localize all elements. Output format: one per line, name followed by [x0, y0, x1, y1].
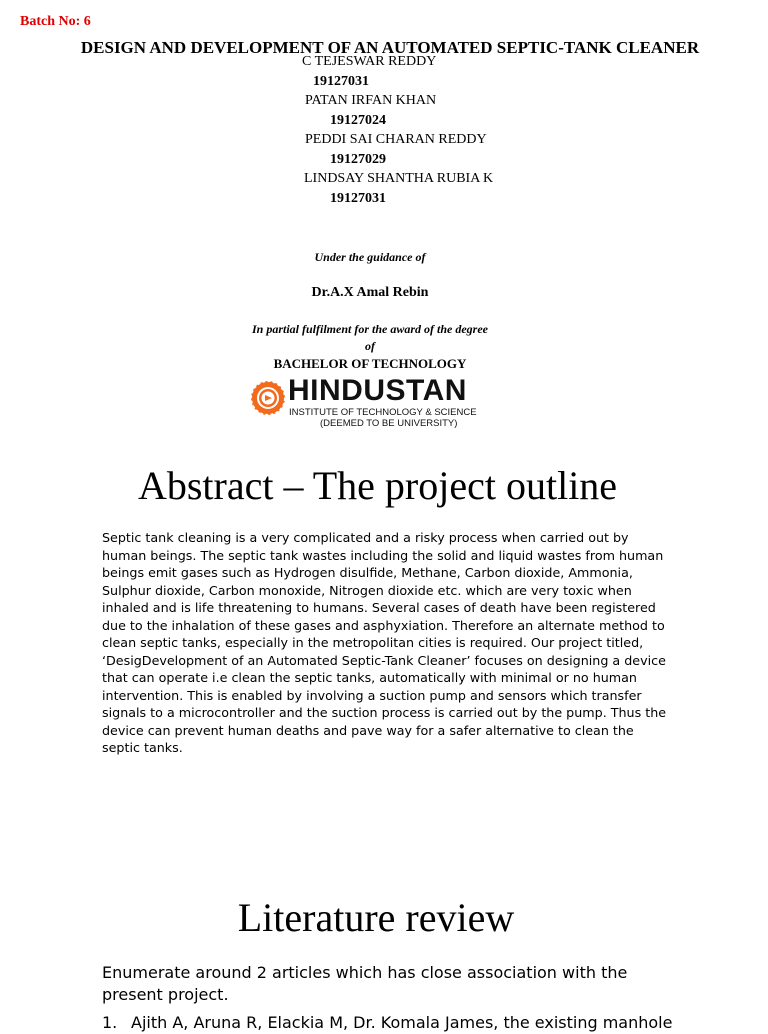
batch-number: Batch No: 6 [20, 14, 91, 29]
logo-deemed: (DEEMED TO BE UNIVERSITY) [320, 418, 458, 429]
list-number: 1. [102, 1013, 118, 1032]
literature-item-text: Ajith A, Aruna R, Elackia M, Dr. Komala James, the existing manhole [131, 1013, 673, 1032]
literature-item [102, 1012, 722, 1034]
author-id: 19127029 [330, 152, 386, 167]
document-title: DESIGN AND DEVELOPMENT OF AN AUTOMATED SEPTIC-TANK CLEANER [80, 38, 700, 57]
degree-name: BACHELOR OF TECHNOLOGY [273, 356, 467, 371]
abstract-body: Septic tank cleaning is a very complicated and a risky process when carried out by human beings. The septic tank wastes including the solid and liquid wastes from human beings emit gases such as Hydrogen disulfide, Methane, Carbon dioxide, Ammonia, Sulphur dioxide, Carbon monoxide, Nitrogen dioxide etc. which are very toxic when inhaled and is life threatening to humans. Several cases of death have been registered due to the inhalation of these gases and asphyxiation. Therefore an alternate method to clean septic tanks, especially in the metropolitan cities is required. Our project titled, ‘DesigDevelopment of an Automated Septic-Tank Cleaner’ focuses on designing a device that can operate i.e clean the septic tanks, automatically with minimal or no human intervention. This is enabled by involving a suction pump and sensors which transfer signals to a microcontroller and the suction process is carried out by the pump. Thus the device can prevent human deaths and pave way for a safer alternative to clean the septic tanks. [102, 530, 667, 755]
guidance-label: Under the guidance of [314, 250, 426, 264]
author-name: C TEJESWAR REDDY [302, 54, 437, 69]
literature-heading: Literature review [237, 895, 515, 940]
author-id: 19127031 [313, 74, 369, 89]
guide-name: Dr.A.X Amal Rebin [311, 285, 429, 300]
fulfilment-text: In partial fulfilment for the award of the degree [251, 322, 488, 336]
literature-intro: Enumerate around 2 articles which has close association with the present project. [102, 963, 628, 1004]
author-name: PATAN IRFAN KHAN [305, 93, 437, 108]
logo-name: HINDUSTAN [288, 374, 467, 407]
author-id: 19127024 [330, 113, 386, 128]
author-name: LINDSAY SHANTHA RUBIA K [304, 171, 494, 186]
author-name: PEDDI SAI CHARAN REDDY [305, 132, 487, 147]
logo-subtitle: INSTITUTE OF TECHNOLOGY & SCIENCE [289, 407, 477, 418]
author-id: 19127031 [330, 191, 386, 206]
abstract-heading: Abstract – The project outline [137, 463, 618, 508]
of-text: of [365, 339, 375, 353]
